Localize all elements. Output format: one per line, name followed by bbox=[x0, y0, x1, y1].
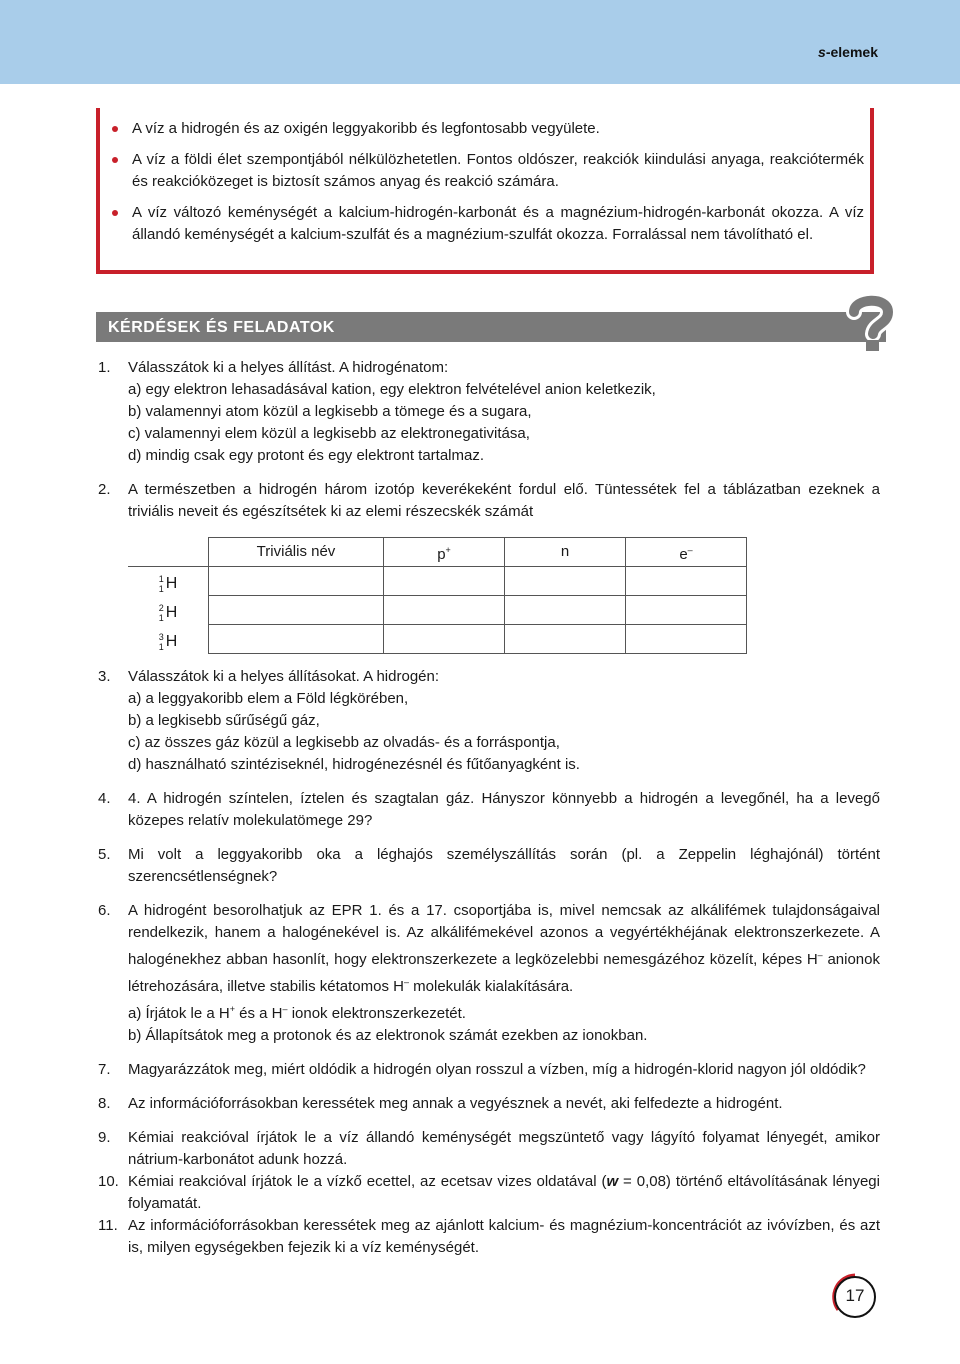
question-text: Az információforrásokban keressétek meg az ajánlott kalcium- és magnézium-koncentrációt az ivóvízben, és azt is, milyen egységekben fejezik ki a víz keménységét. bbox=[128, 1217, 880, 1256]
answer-cell[interactable] bbox=[505, 625, 626, 654]
section-title: KÉRDÉSEK ÉS FELADATOK bbox=[108, 319, 335, 336]
answer-cell[interactable] bbox=[209, 625, 384, 654]
summary-item: A víz a földi élet szempontjából nélkülözhetetlen. Fontos oldószer, reakciók kiindulási anyaga, reakciótermék és reakcióközeget is biztosít számos anyag és reakció számára. bbox=[112, 149, 864, 193]
answer-cell[interactable] bbox=[505, 567, 626, 596]
question-2: 2. A természetben a hidrogén három izotóp keverékeként fordul elő. Tüntessétek fel a táblázatban ezeknek a triviális neveit és egészítsétek ki az elemi részecskék számát bbox=[98, 479, 880, 523]
question-text: A hidrogént besorolhatjuk az EPR 1. és a 17. csoportjába is, mivel nemcsak az alkálifémek tulajdonságaival rendelkezik, hanem a halogénekével is. Az alkálifémekével azonos a vegyértékhéjának elektronszerkezete. A halogénekhez abban hasonlít, hogy elektronszerkezete a legközelebbi nemesgázéhoz közelít, képes H– anionok létrehozására, illetve stabilis kétatomos H– molekulák kialakítására. bbox=[128, 902, 880, 995]
table-header: e– bbox=[626, 538, 747, 567]
option: c) az összes gáz közül a legkisebb az olvadás- és a forráspontja, bbox=[128, 734, 560, 751]
question-text: Kémiai reakcióval írjátok le a víz állandó keménységét megszüntető vagy lágyító folyamat lényegét, amikor nátrium-karbonátot adunk hozzá. bbox=[128, 1129, 880, 1168]
question-3: 3. Válasszátok ki a helyes állításokat. A hidrogén: a) a leggyakoribb elem a Föld légkörében, b) a legkisebb sűrűségű gáz, c) az összes gáz közül a legkisebb az olvadás- és a forráspontja, d) használható szintéziseknél, hidrogénezésnél és fűtőanyagként is. bbox=[98, 666, 880, 776]
question-4: 4. 4. A hidrogén színtelen, íztelen és szagtalan gáz. Hányszor könnyebb a hidrogén a levegőnél, ha a levegő közepes relatív molekulatömege 29? bbox=[98, 788, 880, 832]
answer-cell[interactable] bbox=[384, 596, 505, 625]
summary-item: A víz a hidrogén és az oxigén leggyakoribb és legfontosabb vegyülete. bbox=[112, 118, 864, 140]
answer-cell[interactable] bbox=[626, 567, 747, 596]
question-1: 1. Válasszátok ki a helyes állítást. A hidrogénatom: a) egy elektron lehasadásával kation, egy elektron felvételével anion keletkezik, b) valamennyi atom közül a legkisebb a tömege és a sugara, c) valamennyi elem közül a legkisebb az elektronegativitása, d) mindig csak egy protont és egy elektront tartalmaz. bbox=[98, 357, 880, 467]
answer-cell[interactable] bbox=[626, 625, 747, 654]
question-7: 7. Magyarázzátok meg, miért oldódik a hidrogén olyan rosszul a vízben, míg a hidrogén-klorid nagyon jól oldódik? bbox=[98, 1059, 880, 1081]
answer-cell[interactable] bbox=[209, 596, 384, 625]
answer-cell[interactable] bbox=[384, 567, 505, 596]
option: a) egy elektron lehasadásával kation, egy elektron felvételével anion keletkezik, bbox=[128, 381, 656, 398]
section-header bbox=[96, 312, 886, 342]
table-header: n bbox=[505, 538, 626, 567]
question-text: Kémiai reakcióval írjátok le a vízkő ecettel, az ecetsav vizes oldatával (w = 0,08) történő eltávolításának lényegi folyamatát. bbox=[128, 1173, 880, 1212]
question-11: 11. Az információforrásokban keressétek meg az ajánlott kalcium- és magnézium-koncentrációt az ivóvízben, és azt is, milyen egységekben fejezik ki a víz keménységét. bbox=[98, 1215, 880, 1259]
header-band bbox=[0, 0, 960, 84]
table-row: 2 1 H bbox=[128, 596, 747, 625]
question-6: 6. A hidrogént besorolhatjuk az EPR 1. és a 17. csoportjába is, mivel nemcsak az alkálifémek tulajdonságaival rendelkezik, hanem a halogénekével is. Az alkálifémekével azonos a vegyértékhéjának elektronszerkezete. A halogénekhez abban hasonlít, hogy elektronszerkezete a legközelebbi nemesgázéhoz közelít, képes H– anionok létrehozására, illetve stabilis kétatomos H– molekulák kialakítására. a) Írjátok le a H+ és a H– ionok elektronszerkezetét. b) Állapítsátok meg a protonok és az elektronok számát ezekben az ionokban. bbox=[98, 900, 880, 1047]
question-text: 4. A hidrogén színtelen, íztelen és szagtalan gáz. Hányszor könnyebb a hidrogén a levegőnél, ha a levegő közepes relatív molekulatömege 29? bbox=[128, 790, 880, 829]
answer-cell[interactable] bbox=[505, 596, 626, 625]
section-label: s-elemek bbox=[818, 44, 878, 60]
summary-item: A víz változó keménységét a kalcium-hidrogén-karbonát és a magnézium-hidrogén-karbonát okozza. A víz állandó keménységét a kalcium-szulfát és a magnézium-szulfát okozza. Forralással nem távolítható el. bbox=[112, 202, 864, 246]
question-mark-icon bbox=[836, 290, 906, 354]
question-8: 8. Az információforrásokban keressétek meg annak a vegyésznek a nevét, aki felfedezte a hidrogént. bbox=[98, 1093, 880, 1115]
table-row: 1 1 H bbox=[128, 567, 747, 596]
summary-box bbox=[96, 108, 874, 274]
bullet-dot-icon bbox=[112, 126, 118, 132]
question-10: 10. Kémiai reakcióval írjátok le a vízkő ecettel, az ecetsav vizes oldatával (w = 0,08) történő eltávolításának lényegi folyamatát. bbox=[98, 1171, 880, 1215]
table-header: Triviális név bbox=[209, 538, 384, 567]
question-text: A természetben a hidrogén három izotóp keverékeként fordul elő. Tüntessétek fel a táblázatban ezeknek a triviális neveit és egészítsétek ki az elemi részecskék számát bbox=[128, 481, 880, 520]
option: c) valamennyi elem közül a legkisebb az elektronegativitása, bbox=[128, 425, 530, 442]
table-row: 3 1 H bbox=[128, 625, 747, 654]
answer-cell[interactable] bbox=[209, 567, 384, 596]
question-5: 5. Mi volt a leggyakoribb oka a léghajós személyszállítás során (pl. a Zeppelin léghajónál) történt szerencsétlenségnek? bbox=[98, 844, 880, 888]
option: d) használható szintéziseknél, hidrogénezésnél és fűtőanyagként is. bbox=[128, 756, 580, 773]
option: b) a legkisebb sűrűségű gáz, bbox=[128, 712, 320, 729]
question-text: Az információforrásokban keressétek meg annak a vegyésznek a nevét, aki felfedezte a hidrogént. bbox=[128, 1095, 783, 1112]
isotope-table bbox=[128, 537, 747, 654]
page-number: 17 bbox=[845, 1286, 865, 1305]
option: a) a leggyakoribb elem a Föld légkörében, bbox=[128, 690, 409, 707]
question-text: Válasszátok ki a helyes állításokat. A hidrogén: bbox=[128, 668, 440, 685]
question-9: 9. Kémiai reakcióval írjátok le a víz állandó keménységét megszüntető vagy lágyító folyamat lényegét, amikor nátrium-karbonátot adunk hozzá. bbox=[98, 1127, 880, 1171]
option: b) Állapítsátok meg a protonok és az elektronok számát ezekben az ionokban. bbox=[128, 1027, 648, 1044]
bullet-dot-icon bbox=[112, 210, 118, 216]
answer-cell[interactable] bbox=[384, 625, 505, 654]
table-header: p+ bbox=[384, 538, 505, 567]
answer-cell[interactable] bbox=[626, 596, 747, 625]
option: b) valamennyi atom közül a legkisebb a tömege és a sugara, bbox=[128, 403, 532, 420]
option: a) Írjátok le a H+ és a H– ionok elektronszerkezetét. bbox=[128, 1004, 466, 1022]
summary-list bbox=[112, 118, 864, 255]
question-list bbox=[98, 357, 880, 1259]
question-text: Magyarázzátok meg, miért oldódik a hidrogén olyan rosszul a vízben, míg a hidrogén-klorid nagyon jól oldódik? bbox=[128, 1061, 866, 1078]
bullet-dot-icon bbox=[112, 157, 118, 163]
question-text: Mi volt a leggyakoribb oka a léghajós személyszállítás során (pl. a Zeppelin léghajónál) történt szerencsétlenségnek? bbox=[128, 846, 880, 885]
question-text: Válasszátok ki a helyes állítást. A hidrogénatom: bbox=[128, 359, 449, 376]
option: d) mindig csak egy protont és egy elektront tartalmaz. bbox=[128, 447, 485, 464]
